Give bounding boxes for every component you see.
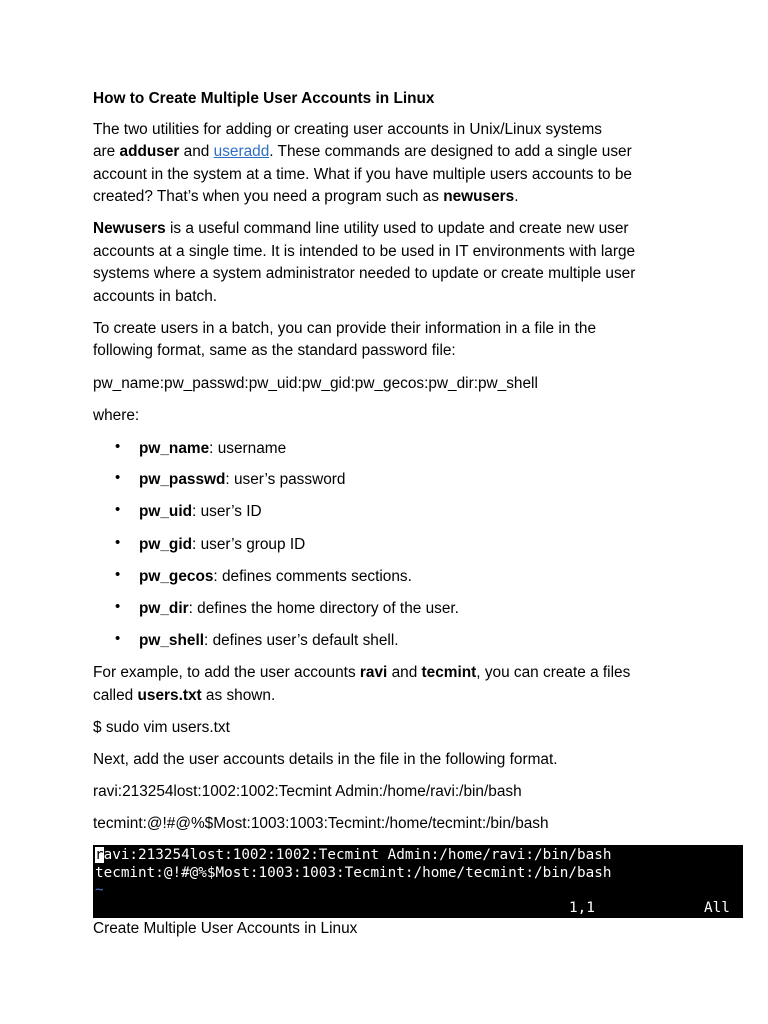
newusers-line-2: accounts at a single time. It is intended to be used in IT environments with large [93, 243, 636, 260]
intro-text: . These commands are designed to add a single user [269, 143, 632, 160]
intro-text: created? That’s when you need a program such as [93, 188, 444, 205]
field-desc: : defines user’s default shell. [204, 632, 399, 649]
list-item-text [139, 501, 262, 523]
field-desc: : username [209, 440, 287, 457]
field-desc: : user’s group ID [192, 536, 306, 553]
next-paragraph: Next, add the user accounts details in the file in the following format. [93, 751, 558, 768]
terminal-line-1 [95, 846, 611, 864]
intro-line-1: The two utilities for adding or creating user accounts in Unix/Linux systems [93, 121, 602, 138]
example-text: For example, to add the user accounts [93, 664, 360, 681]
terminal-tilde: ~ [95, 882, 104, 898]
list-item-text [139, 598, 459, 620]
intro-text: . [514, 188, 519, 205]
list-item [93, 438, 693, 460]
field-term: pw_uid [139, 503, 193, 520]
bullet-icon: • [115, 438, 121, 455]
where-label: where: [93, 407, 140, 424]
example-text: and [387, 664, 422, 681]
bullet-icon: • [115, 598, 121, 615]
terminal-text: avi:213254lost:1002:1002:Tecmint Admin:/home/ravi:/bin/bash [103, 847, 612, 863]
example-text: called [93, 687, 138, 704]
field-desc: : user’s password [225, 471, 346, 488]
newusers-term: newusers [443, 188, 515, 205]
batch-line-1: To create users in a batch, you can provide their information in a file in the [93, 320, 597, 337]
adduser-term: adduser [119, 143, 180, 160]
list-item-text [139, 534, 305, 556]
bullet-icon: • [115, 501, 121, 518]
example-line-1 [93, 662, 693, 684]
newusers-heading-term: Newusers [93, 220, 166, 237]
list-item-text [139, 469, 345, 491]
bullet-icon: • [115, 630, 121, 647]
list-item [93, 566, 693, 588]
field-term: pw_gid [139, 536, 193, 553]
field-term: pw_gecos [139, 568, 214, 585]
list-item-text [139, 566, 412, 588]
bullet-icon: • [115, 534, 121, 551]
format-line: pw_name:pw_passwd:pw_uid:pw_gid:pw_gecos:pw_dir:pw_shell [93, 375, 538, 392]
useradd-link[interactable]: useradd [213, 143, 270, 160]
batch-line-2: following format, same as the standard password file: [93, 342, 456, 359]
field-term: pw_name [139, 440, 210, 457]
terminal-cursor: r [95, 847, 104, 863]
intro-text: and [179, 143, 214, 160]
newusers-text: is a useful command line utility used to update and create new user [165, 220, 629, 237]
page-title: How to Create Multiple User Accounts in Linux [93, 90, 435, 107]
terminal-scroll-status: All [704, 900, 730, 916]
list-item [93, 630, 693, 652]
vim-command: $ sudo vim users.txt [93, 719, 230, 736]
bullet-icon: • [115, 566, 121, 583]
example-text: , you can create a files [476, 664, 631, 681]
bullet-icon: • [115, 469, 121, 486]
intro-line-4 [93, 186, 693, 208]
terminal-cursor-position: 1,1 [569, 900, 595, 916]
list-item [93, 598, 693, 620]
field-term: pw_shell [139, 632, 205, 649]
list-item-text [139, 630, 399, 652]
figure-caption: Create Multiple User Accounts in Linux [93, 920, 358, 937]
field-desc: : user’s ID [192, 503, 262, 520]
list-item-text [139, 438, 286, 460]
newusers-line-3: systems where a system administrator needed to update or create multiple user [93, 265, 636, 282]
tecmint-term: tecmint [421, 664, 477, 681]
list-item [93, 501, 693, 523]
intro-text: are [93, 143, 120, 160]
list-item [93, 469, 693, 491]
field-desc: : defines the home directory of the user. [188, 600, 459, 617]
example-text: as shown. [201, 687, 276, 704]
newusers-line-4: accounts in batch. [93, 288, 218, 305]
entry-line-tecmint: tecmint:@!#@%$Most:1003:1003:Tecmint:/home/tecmint:/bin/bash [93, 815, 549, 832]
terminal-line-2: tecmint:@!#@%$Most:1003:1003:Tecmint:/home/tecmint:/bin/bash [95, 865, 612, 881]
field-term: pw_dir [139, 600, 189, 617]
ravi-term: ravi [359, 664, 388, 681]
newusers-line-1 [93, 218, 693, 240]
field-term: pw_passwd [139, 471, 226, 488]
intro-line-3: account in the system at a time. What if you have multiple users accounts to be [93, 166, 632, 183]
terminal-screenshot [93, 845, 743, 918]
users-txt-term: users.txt [137, 687, 202, 704]
entry-line-ravi: ravi:213254lost:1002:1002:Tecmint Admin:/home/ravi:/bin/bash [93, 783, 522, 800]
example-line-2 [93, 685, 693, 707]
intro-line-2 [93, 141, 693, 163]
list-item [93, 534, 693, 556]
field-desc: : defines comments sections. [213, 568, 412, 585]
